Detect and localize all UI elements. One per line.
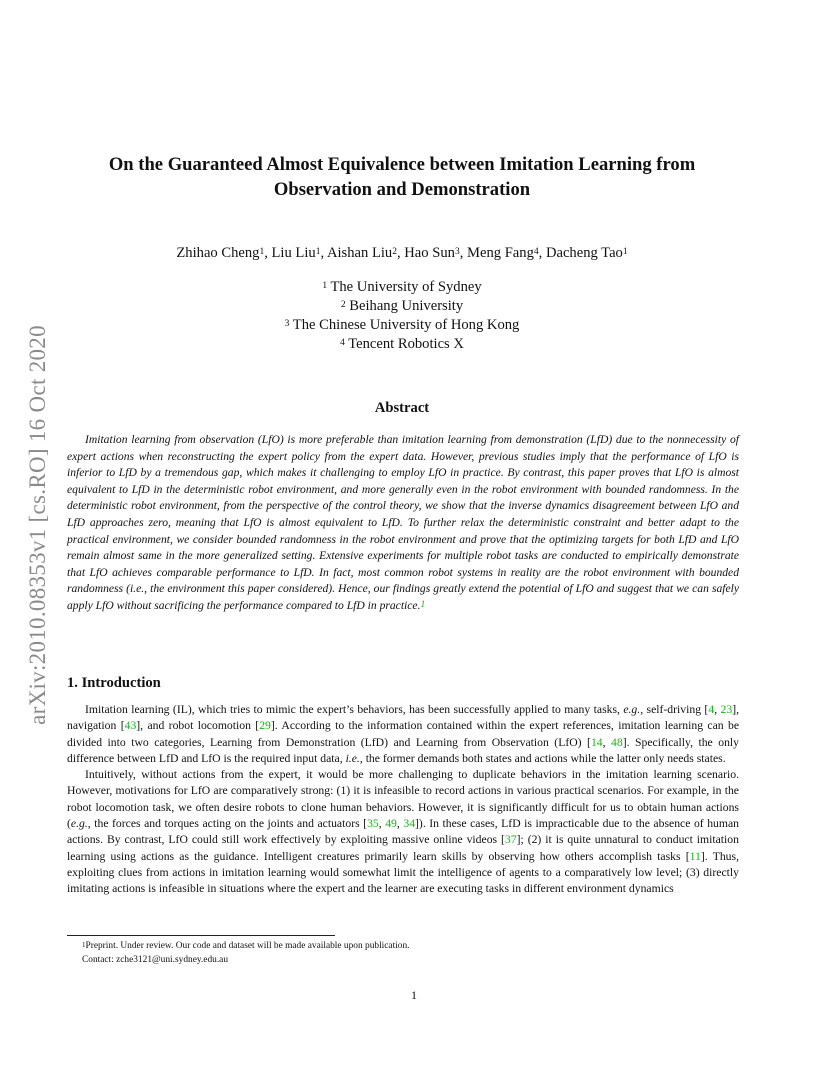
- citation-link[interactable]: 37: [504, 833, 517, 847]
- text-run: , the forces and torques acting on the joints and actuators [: [87, 817, 368, 831]
- affiliation-name: The University of Sydney: [330, 279, 482, 295]
- affiliation-mark: 4: [340, 338, 345, 348]
- footnote-divider: [67, 935, 335, 936]
- title-line-1: On the Guaranteed Almost Equivalence between Imitation Learning from: [108, 154, 696, 175]
- footnote-mark: 1: [82, 941, 86, 949]
- abstract-heading: Abstract: [374, 400, 430, 416]
- intro-paragraph-1: Imitation learning (IL), which tries to mimic the expert’s behaviors, has been successfully applied to many tasks, e.g., self-driving [4, 23], navigation [43], and robot locomotion [29]. According to the information contained within the expert references, imitation learning can be divided into two categories, Learning from Demonstration (LfD) and Learning from Observation (LfO) [14, 48]. Specifically, the only difference between LfD and LfO is the required input data, i.e., the former demands both states and actions while the latter only needs states.: [67, 703, 740, 765]
- affiliation-item: [70, 278, 734, 297]
- footnote-link[interactable]: 1: [420, 599, 426, 610]
- citation-link[interactable]: 35: [367, 817, 379, 831]
- text-run: e.g.: [70, 817, 88, 831]
- text-run: ]. Thus, exploiting clues from actions in imitation learning would somewhat limit the intelligence of agents to a comparatively low level; (3) directly imitating actions is infeasible in situations where the expert and the learner are executing tasks in different environment dynamics: [67, 849, 739, 896]
- author-name: Aishan Liu: [326, 245, 393, 261]
- paper-title: [70, 152, 734, 202]
- citation-link[interactable]: 34: [403, 817, 416, 831]
- abstract-text: Imitation learning from observation (LfO) is more preferable than imitation learning from demonstration (LfD) due to the nonnecessity of expert actions when reconstructing the expert policy from the expert data. However, previous studies imply that the performance of LfO is inferior to LfD by a tremendous gap, which makes it challenging to employ LfO in practice. By contrast, this paper proves that LfO is almost equivalent to LfD in the deterministic robot environment, and more generally even in the robot environment with bounded randomness. In the deterministic robot environment, from the perspective of the control theory, we show that the inverse dynamics disagreement between LfO and LfD approaches zero, meaning that LfO is almost equivalent to LfD. To further relax the deterministic constraint and better adapt to the practical environment, we consider bounded randomness in the robot environment and prove that the optimizing targets for both LfD and LfO remain almost same in the more generalized setting. Extensive experiments for multiple robot tasks are conducted to empirically demonstrate that LfO achieves comparable performance to LfD. In fact, most common robot systems in reality are the robot environment with bounded randomness (i.e., the environment this paper considered). Hence, our findings greatly extend the potential of LfO and suggest that we can safely apply LfO without sacrificing the performance compared to LfD in practice.: [67, 433, 739, 612]
- text-run: , the former demands both states and actions while the latter only needs states.: [359, 751, 726, 765]
- author-name: Liu Liu: [271, 245, 316, 261]
- text-run: ]. According to the information contained within the expert references, imitation learning can be divided into two categories, Learning from Demonstration (LfD) and Learning from Observation (LfO) [: [67, 719, 740, 749]
- text-run: ]. Specifically, the only difference between LfD and LfO is the required input data,: [67, 735, 739, 765]
- author-list: Zhihao Cheng$^1$, Liu Liu$^1$, Aishan Liu$^2$, Hao Sun$^3$, Meng Fang$^4$, Dacheng Tao$^1$: [176, 245, 628, 261]
- affiliation-mark: 2: [340, 300, 346, 310]
- citation-link[interactable]: 4: [708, 703, 715, 716]
- author-name: Dacheng Tao: [545, 245, 623, 261]
- citation-link[interactable]: 23: [720, 703, 733, 716]
- text-run: ]; (2) it is quite unnatural to conduct imitation learning using actions as the guidance. Intelligent creatures primarily learn skills by observing how others accomplish tasks [: [67, 833, 739, 863]
- page-number: 1: [411, 988, 417, 1002]
- text-run: Imitation learning (IL), which tries to mimic the expert’s behaviors, has been successfully applied to many tasks,: [85, 703, 624, 716]
- text-run: ]). In these cases, LfD is impracticable due to the absence of human actions. By contrast, LfO could still work effectively by exploiting massive online videos [: [67, 817, 740, 847]
- affiliation-mark: 3: [284, 319, 290, 329]
- affiliation-item: [70, 316, 734, 335]
- affiliation-name: The Chinese University of Hong Kong: [292, 317, 520, 333]
- footnote: [82, 939, 722, 967]
- text-run: i.e.: [345, 751, 360, 765]
- citation-link[interactable]: 14: [590, 735, 603, 749]
- arxiv-stamp: [18, 290, 58, 760]
- affiliation-item: [70, 335, 734, 354]
- author-affil-mark: 1: [259, 247, 265, 257]
- citation-link[interactable]: 43: [124, 719, 137, 733]
- text-run: e.g.,: [623, 703, 644, 716]
- text-run: ], and robot locomotion [: [136, 719, 260, 733]
- author-name: Meng Fang: [467, 245, 534, 261]
- intro-paragraph-2: Intuitively, without actions from the expert, it would be more challenging to duplicate behaviors in the imitation learning scenario. However, motivations for LfO are comparatively strong: (1) it is infeasible to record actions in various practical scenarios. For example, in the robot locomotion task, we often desire robots to clone human behaviors. However, it is significantly difficult for us to obtain human actions (e.g., the forces and torques acting on the joints and actuators [35, 49, 34]). In these cases, LfD is impracticable due to the absence of human actions. By contrast, LfO could still work effectively by exploiting massive online videos [37]; (2) it is quite unnatural to conduct imitation learning using actions as the guidance. Intelligent creatures primarily learn skills by observing how others accomplish tasks [11]. Thus, exploiting clues from actions in imitation learning would somewhat limit the intelligence of agents to a comparatively low level; (3) directly imitating actions is infeasible in situations where the expert and the learner are executing tasks in different environment dynamics: [67, 768, 740, 896]
- abstract-body: [67, 432, 739, 615]
- citation-link[interactable]: 29: [259, 719, 271, 733]
- affiliation-list: [70, 278, 734, 354]
- citation-link[interactable]: 48: [611, 735, 623, 749]
- author-affil-mark: 2: [392, 247, 397, 257]
- affiliation-mark: 1: [322, 281, 328, 291]
- affiliation-name: Beihang University: [349, 298, 464, 314]
- author-affil-mark: 1: [622, 247, 628, 257]
- footnote-line-1: [82, 939, 722, 953]
- introduction-body: [67, 702, 739, 898]
- footnote-line-2: Contact: zche3121@uni.sydney.edu.au: [82, 955, 229, 965]
- text-run: ], navigation [: [67, 703, 740, 733]
- citation-link[interactable]: 11: [689, 849, 701, 863]
- affiliation-name: Tencent Robotics X: [348, 336, 464, 352]
- text-run: self-driving [: [643, 703, 709, 716]
- section-heading-introduction: 1. Introduction: [67, 675, 161, 691]
- title-line-2: Observation and Demonstration: [273, 179, 531, 200]
- author-name: Zhihao Cheng: [176, 245, 260, 261]
- arxiv-stamp-text: arXiv:2010.08353v1 [cs.RO] 16 Oct 2020: [25, 325, 50, 725]
- affiliation-item: [70, 297, 734, 316]
- footnote-text: Preprint. Under review. Our code and dataset will be made available upon publication.: [85, 941, 410, 951]
- author-name: Hao Sun: [404, 245, 455, 261]
- citation-link[interactable]: 49: [385, 817, 397, 831]
- author-affil-mark: 4: [533, 247, 539, 257]
- text-run: Intuitively, without actions from the expert, it would be more challenging to duplicate behaviors in the imitation learning scenario. However, motivations for LfO are comparatively strong: (1) it is infeasible to record actions in various practical scenarios. For example, in the robot locomotion task, we often desire robots to clone human behaviors. However, it is significantly difficult for us to obtain human actions (: [67, 768, 739, 831]
- author-affil-mark: 1: [315, 247, 321, 257]
- author-affil-mark: 3: [454, 247, 460, 257]
